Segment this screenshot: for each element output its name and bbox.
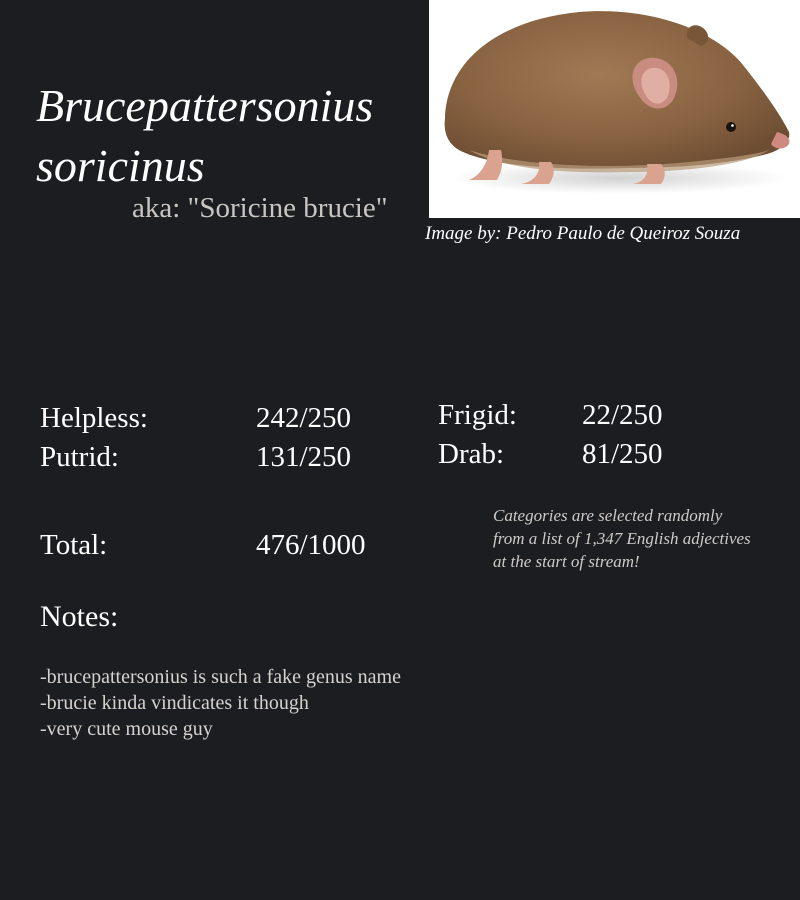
common-name: aka: "Soricine brucie" [132,192,388,224]
score-value: 22/250 [582,399,663,431]
score-label: Frigid: [438,399,517,431]
title-species: soricinus [36,140,205,191]
notes-heading: Notes: [40,600,119,633]
photo-credit: Image by: Pedro Paulo de Queiroz Souza [425,223,741,244]
category-footnote: Categories are selected randomly from a list of 1,347 English adjectives at the start of stream! [493,506,751,571]
rodent-illustration [429,0,800,218]
note-item: -brucepattersonius is such a fake genus name [40,666,401,688]
score-label: Putrid: [40,441,119,473]
score-label: Total: [40,529,108,561]
notes-list [40,664,401,742]
score-value: 131/250 [256,441,352,473]
score-value: 242/250 [256,402,352,434]
animal-photo [429,0,800,218]
species-title [36,76,426,196]
score-label: Helpless: [40,402,148,434]
note-item: -brucie kinda vindicates it though [40,692,309,714]
title-genus: Brucepattersonius [36,80,374,131]
score-value: 81/250 [582,438,663,470]
note-item: -very cute mouse guy [40,718,213,740]
score-label: Drab: [438,438,505,470]
score-value: 476/1000 [256,529,366,561]
